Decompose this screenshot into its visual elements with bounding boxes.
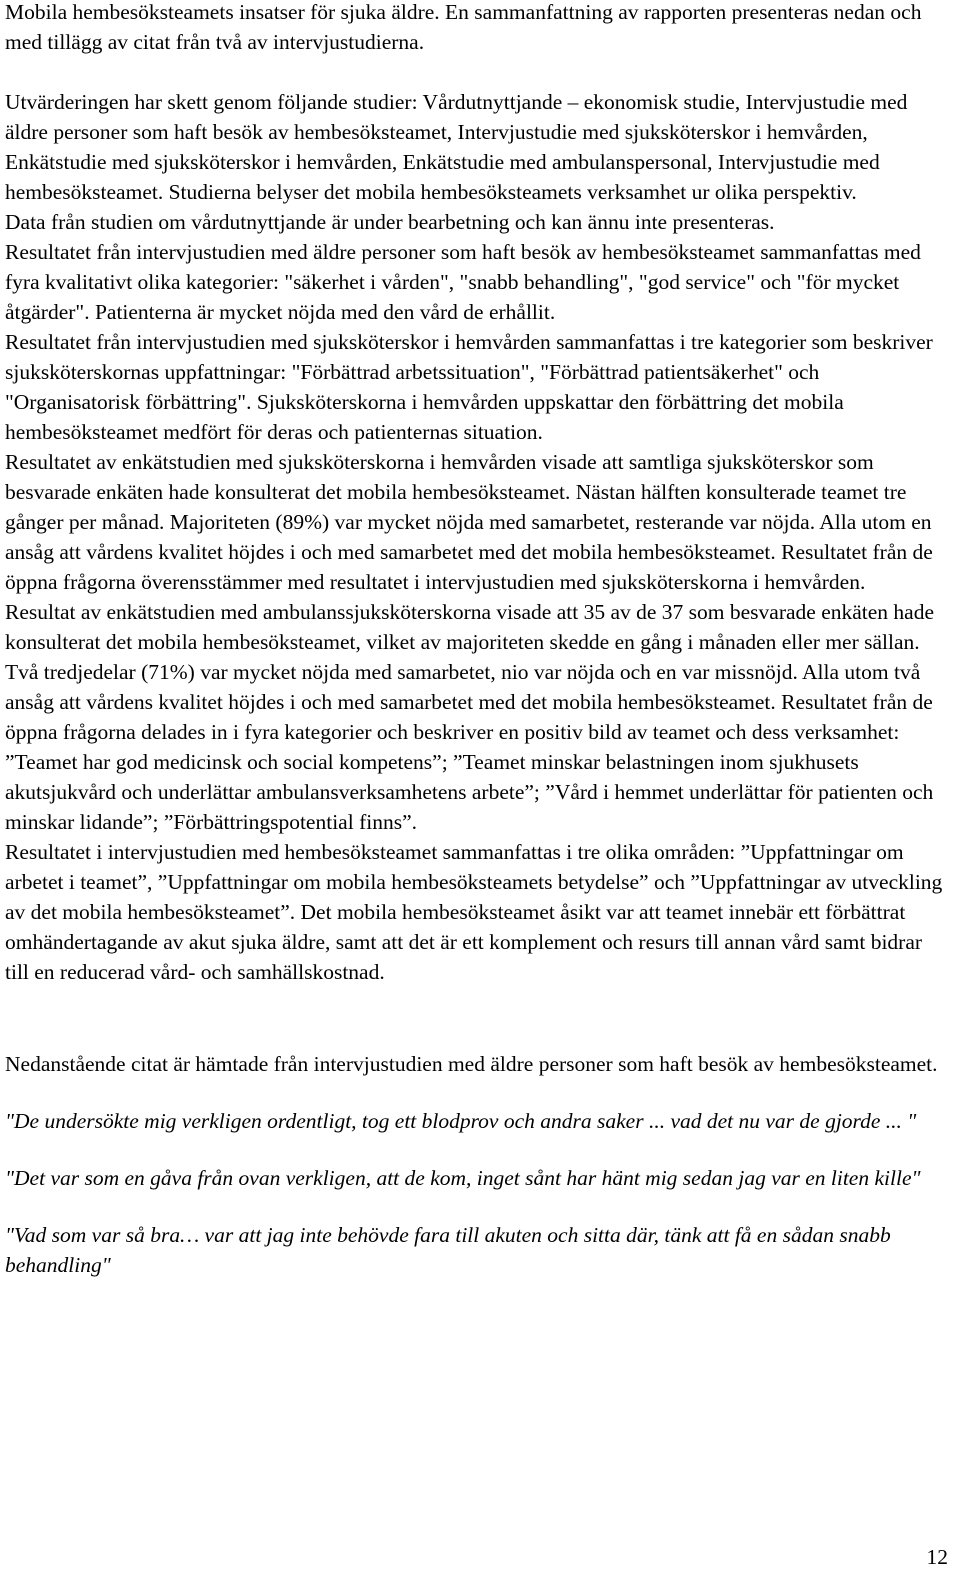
nurse-survey-paragraph: Resultatet av enkätstudien med sjuksköterskorna i hemvården visade att samtliga sjuksköterskor som besvarade enkäten hade konsulterat det mobila hembesöksteamet. Nästan hälften konsulterade teamet tre gånger per månad. Majoriteten (89%) var mycket nöjda med samarbetet, resterande var nöjda. Alla utom en ansåg att vårdens kvalitet höjdes i och med samarbetet med det mobila hembesöksteamet. Resultatet från de öppna frågorna överensstämmer med resultatet i intervjustudien med sjuksköterskorna i hemvården.	[5, 450, 933, 594]
page-number: 12	[926, 1545, 948, 1569]
studies-paragraph: Utvärderingen har skett genom följande studier: Vårdutnyttjande – ekonomisk studie, Intervjustudie med äldre personer som haft besök av hembesöksteamet, Intervjustudie med sjuksköterskor i hemvården, Enkätstudie med sjuksköterskor i hemvården, Enkätstudie med ambulanspersonal, Intervjustudie med hembesöksteamet. Studierna belyser det mobila hembesöksteamets verksamhet ur olika perspektiv.	[5, 90, 908, 204]
quote-paragraph: "Vad som var så bra… var att jag inte behövde fara till akuten och sitta där, tänk att få en sådan snabb behandling"	[5, 1223, 891, 1277]
document-page	[5, 0, 951, 1280]
nurse-interview-paragraph: Resultatet från intervjustudien med sjuksköterskor i hemvården sammanfattas i tre kategorier som beskriver sjuksköterskornas uppfattningar: "Förbättrad arbetssituation", "Förbättrad patientsäkerhet" och "Organisatorisk förbättring". Sjuksköterskorna i hemvården uppskattar den förbättring det mobila hembesöksteamet medfört för deras och patienternas situation.	[5, 330, 933, 444]
data-status-paragraph: Data från studien om vårdutnyttjande är under bearbetning och kan ännu inte presenteras.	[5, 210, 775, 234]
quote-intro-paragraph: Nedanstående citat är hämtade från intervjustudien med äldre personer som haft besök av hembesöksteamet.	[5, 1052, 938, 1076]
intro-paragraph: Mobila hembesöksteamets insatser för sjuka äldre. En sammanfattning av rapporten presenteras nedan och med tillägg av citat från två av intervjustudierna.	[5, 0, 922, 54]
quote-paragraph: "De undersökte mig verkligen ordentligt, tog ett blodprov och andra saker ... vad det nu var de gjorde ... "	[5, 1109, 917, 1133]
team-interview-paragraph: Resultatet i intervjustudien med hembesöksteamet sammanfattas i tre olika områden: ”Uppfattningar om arbetet i teamet”, ”Uppfattningar om mobila hembesöksteamets betydelse” och ”Uppfattningar av utveckling av det mobila hembesöksteamet”. Det mobila hembesöksteamet åsikt var att teamet innebär ett förbättrat omhändertagande av akut sjuka äldre, samt att det är ett komplement och resurs till annan vård samt bidrar till en reducerad vård- och samhällskostnad.	[5, 840, 943, 984]
elderly-interview-paragraph: Resultatet från intervjustudien med äldre personer som haft besök av hembesöksteamet sammanfattas med fyra kvalitativt olika kategorier: "säkerhet i vården", "snabb behandling", "god service" och "för mycket åtgärder". Patienterna är mycket nöjda med den vård de erhållit.	[5, 240, 921, 324]
quote-paragraph: "Det var som en gåva från ovan verkligen, att de kom, inget sånt har hänt mig sedan jag var en liten kille"	[5, 1166, 921, 1190]
ambulance-survey-paragraph: Resultat av enkätstudien med ambulanssjuksköterskorna visade att 35 av de 37 som besvarade enkäten hade konsulterat det mobila hembesöksteamet, vilket av majoriteten skedde en gång i månaden eller mer sällan. Två tredjedelar (71%) var mycket nöjda med samarbetet, nio var nöjda och en var missnöjd. Alla utom två ansåg att vårdens kvalitet höjdes i och med samarbetet med det mobila hembesöksteamet. Resultatet från de öppna frågorna delades in i fyra kategorier och beskriver en positiv bild av teamet och dess verksamhet: ”Teamet har god medicinsk och social kompetens”; ”Teamet minskar belastningen inom sjukhusets akutsjukvård och underlättar ambulansverksamhetens arbete”; ”Vård i hemmet underlättar för patienten och minskar lidande”; ”Förbättringspotential finns”.	[5, 600, 935, 834]
summary-section	[5, 87, 951, 987]
